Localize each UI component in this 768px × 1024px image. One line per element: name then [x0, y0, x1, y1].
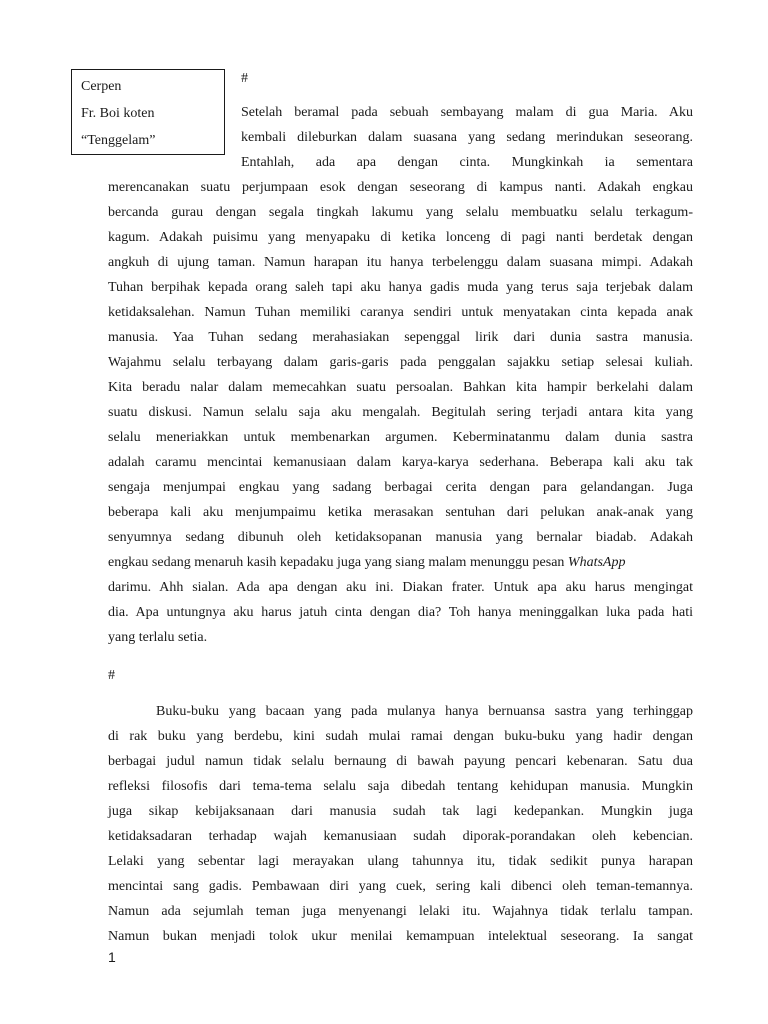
paragraph-line: senyumnya sedang dibunuh oleh ketidaksopanan manusia yang bernalar biadab. Adakah — [108, 530, 693, 545]
paragraph-line: kagum. Adakah puisimu yang menyapaku di ketika lonceng di pagi nanti berdetak dengan — [108, 230, 693, 245]
paragraph-line: selalu meneriakkan untuk membenarkan argumen. Keberminatanmu dalam dunia sastra — [108, 430, 693, 445]
paragraph-line: Setelah beramal pada sebuah sembayang malam di gua Maria. Aku — [241, 105, 693, 120]
whatsapp-italic-text: WhatsApp — [567, 555, 626, 570]
paragraph-line: darimu. Ahh sialan. Ada apa dengan aku ini. Diakan frater. Untuk apa aku harus mengingat — [108, 580, 693, 595]
paragraph-line: kembali dileburkan dalam suasana yang sedang merindukan seseorang. — [241, 130, 693, 145]
paragraph-line: ketidaksalehan. Namun Tuhan memiliki caranya sendiri untuk menyatakan cinta kepada anak — [108, 305, 693, 320]
paragraph-line: Tuhan berpihak kepada orang saleh tapi aku hanya gadis muda yang terus saja terjebak dalam — [108, 280, 693, 295]
paragraph-line: Namun ada sejumlah teman juga menyenangi lelaki itu. Wajahnya tidak terlalu tampan. — [108, 904, 693, 919]
section-marker: # — [241, 71, 248, 86]
paragraph-line: Kita beradu nalar dalam memecahkan suatu persoalan. Bahkan kita hampir berkelahi dalam — [108, 380, 693, 395]
paragraph-line: merencanakan suatu perjumpaan esok dengan seseorang di kampus nanti. Adakah engkau — [108, 180, 693, 195]
story-info-box — [71, 69, 225, 155]
paragraph-line: bercanda gurau dengan segala tingkah lakumu yang selalu membuatku selalu terkagum- — [108, 205, 693, 220]
section-marker: # — [108, 668, 115, 683]
paragraph-line — [108, 551, 693, 575]
paragraph-line: manusia. Yaa Tuhan sedang merahasiakan sepenggal lirik dari dunia sastra manusia. — [108, 330, 693, 345]
author-label: Fr. Boi koten — [81, 106, 155, 121]
paragraph-line: berbagai judul namun tidak selalu bernaung di bawah payung pencari kebenaran. Satu dua — [108, 754, 693, 769]
paragraph-line: angkuh di ujung taman. Namun harapan itu hanya terbelenggu dalam suasana mimpi. Adakah — [108, 255, 693, 270]
paragraph-line: Buku-buku yang bacaan yang pada mulanya hanya bernuansa sastra yang terhinggap — [156, 704, 693, 719]
paragraph-line: mencintai sang gadis. Pembawaan diri yang cuek, sering kali dibenci oleh teman-temannya. — [108, 879, 693, 894]
paragraph-line: Entahlah, ada apa dengan cinta. Mungkinkah ia sementara — [241, 155, 693, 170]
paragraph-line: Wajahmu selalu terbayang dalam garis-garis pada penggalan sajakku setiap selesai kuliah. — [108, 355, 693, 370]
story-title: “Tenggelam” — [81, 133, 156, 148]
genre-label: Cerpen — [81, 79, 122, 94]
paragraph-line: juga sikap kebijaksanaan dari manusia sudah tak lagi kedepankan. Mungkin juga — [108, 804, 693, 819]
line-text: engkau sedang menaruh kasih kepadaku juga yang siang malam menunggu pesan — [108, 555, 568, 570]
paragraph-line: dia. Apa untungnya aku harus jatuh cinta dengan dia? Toh hanya meninggalkan luka pada hati — [108, 605, 693, 620]
paragraph-line: Namun bukan menjadi tolok ukur menilai kemampuan intelektual seseorang. Ia sangat — [108, 929, 693, 944]
page-number: 1 — [108, 949, 116, 965]
paragraph-line: yang terlalu setia. — [108, 630, 208, 645]
paragraph-line: Lelaki yang sebentar lagi merayakan ulang tahunnya itu, tidak sedikit punya harapan — [108, 854, 693, 869]
paragraph-line: refleksi filosofis dari tema-tema selalu saja dibedah tentang kehidupan manusia. Mungkin — [108, 779, 693, 794]
paragraph-line: sengaja menjumpai engkau yang sadang berbagai cerita dengan para gelandangan. Juga — [108, 480, 693, 495]
paragraph-line: adalah caramu mencintai kemanusiaan dalam karya-karya sederhana. Beberapa kali aku tak — [108, 455, 693, 470]
paragraph-line: beberapa kali aku menjumpaimu ketika merasakan sentuhan dari pelukan anak-anak yang — [108, 505, 693, 520]
paragraph-line: suatu diskusi. Namun selalu saja aku mengalah. Begitulah sering terjadi antara kita yang — [108, 405, 693, 420]
paragraph-line: ketidaksadaran terhadap wajah kemanusiaan sudah diporak-porandakan oleh kebencian. — [108, 829, 693, 844]
paragraph-line: di rak buku yang berdebu, kini sudah mulai ramai dengan buku-buku yang hadir dengan — [108, 729, 693, 744]
